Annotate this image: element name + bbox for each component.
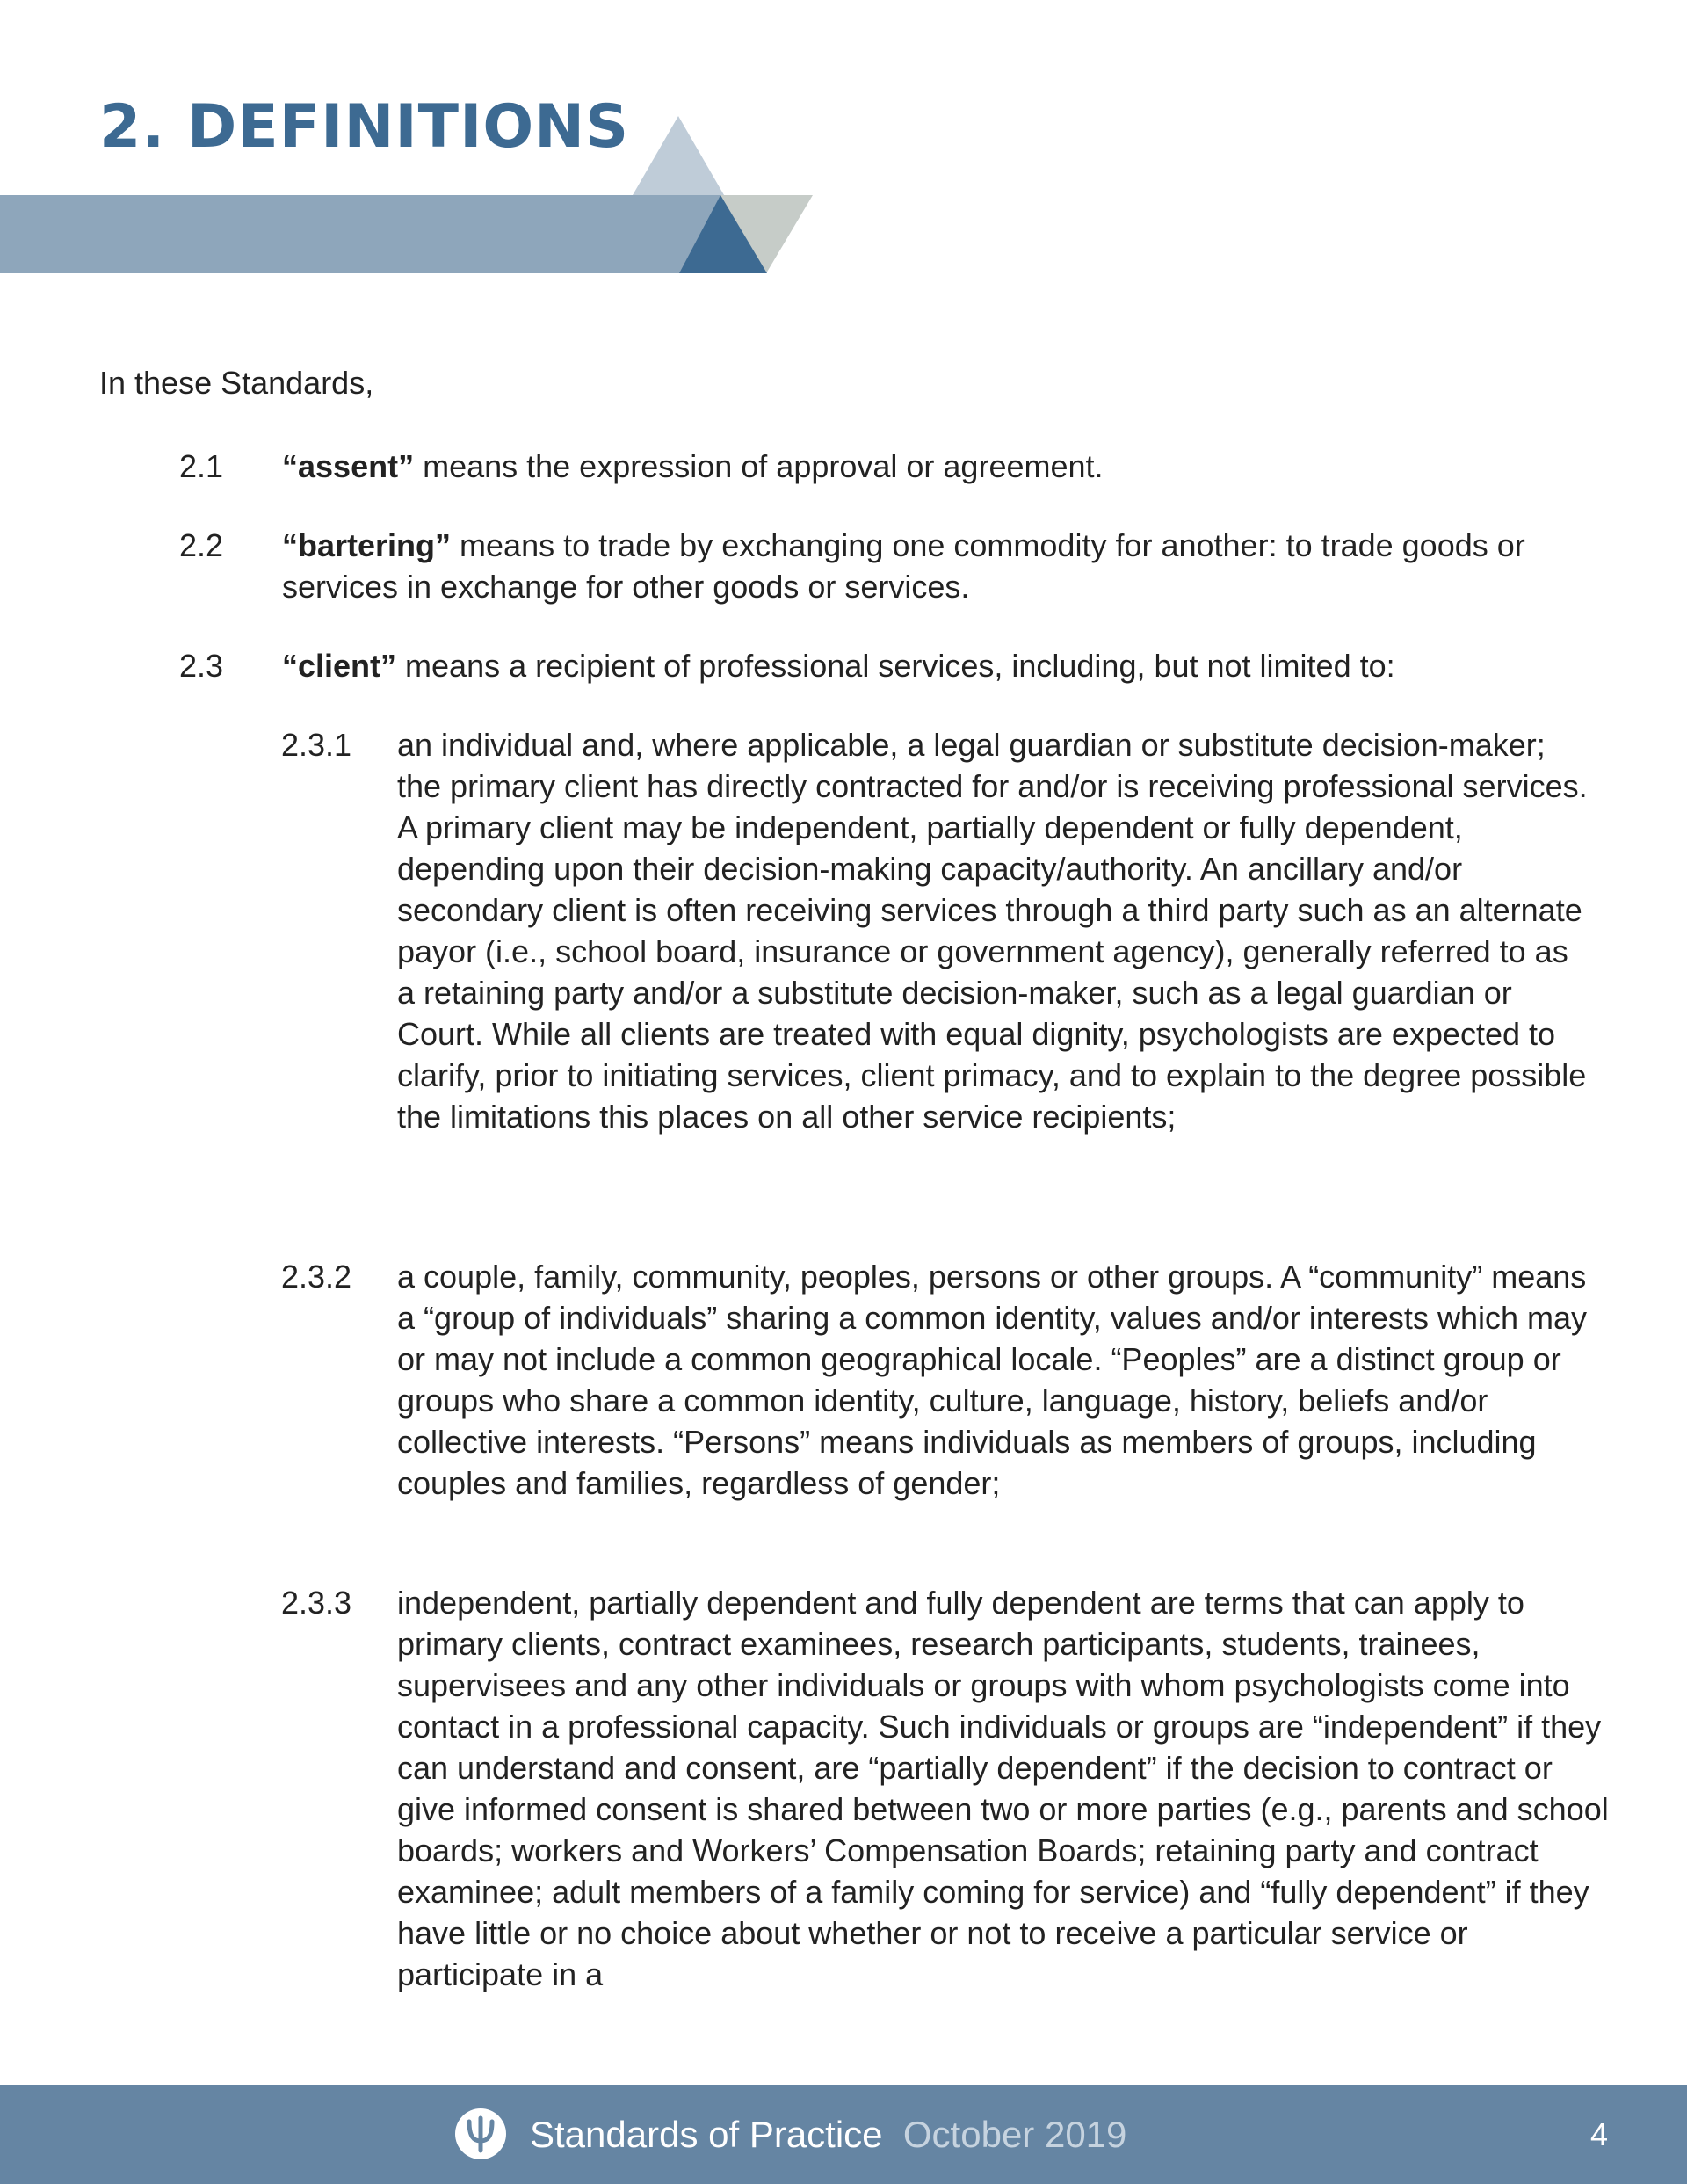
definition-item — [0, 525, 1687, 613]
subdefinition-number: 2.3.3 — [281, 1585, 352, 1621]
definition-term: “assent” — [282, 448, 415, 484]
definition-body — [282, 645, 1653, 686]
subdefinition-number: 2.3.2 — [281, 1259, 352, 1295]
subdefinition-item — [0, 724, 1687, 1220]
definition-body — [282, 446, 1600, 487]
subdefinition-text: a couple, family, community, peoples, persons or other groups. A “community” means a “group of individuals” sharing a common identity, values and/or interests which may or may not include a common geographical locale. “Peoples” are a distinct group or groups who share a common identity, culture, language, history, beliefs and/or collective interests. “Persons” means individuals as members of groups, including couples and families, regardless of gender; — [397, 1259, 1587, 1501]
definition-body — [282, 525, 1530, 607]
definition-term: “client” — [282, 648, 397, 684]
subdefinition-item — [0, 1256, 1687, 1546]
footer-title — [530, 2111, 1126, 2159]
definition-term: “bartering” — [282, 527, 452, 563]
definition-number: 2.1 — [179, 448, 224, 484]
definition-text: means a recipient of professional services, including, but not limited to: — [396, 648, 1395, 684]
subdefinition-text: an individual and, where applicable, a legal guardian or substitute decision-maker; the primary client has directly contracted for and/or is receiving professional services. A primary client may be independent, partially dependent or fully dependent, depending upon their decision-making capacity/authority. An ancillary and/or secondary client is often receiving services through a third party such as an alternate payor (i.e., school board, insurance or government agency), generally referred to as a retaining party and/or a substitute decision-maker, such as a legal guardian or Court. While all clients are treated with equal dignity, psychologists are expected to clarify, prior to initiating services, client primacy, and to explain to the degree possible the limitations this places on all other service recipients; — [397, 727, 1588, 1135]
definition-number: 2.3 — [179, 648, 224, 684]
page-title: 2. DEFINITIONS — [99, 92, 630, 162]
subdefinition-number: 2.3.1 — [281, 727, 352, 763]
definition-text: means the expression of approval or agreement. — [414, 448, 1104, 484]
page-number: 4 — [1590, 2116, 1609, 2152]
footer-date: October 2019 — [902, 2114, 1127, 2155]
footer-document-name: Standards of Practice — [530, 2114, 883, 2155]
psi-logo-icon — [454, 2108, 507, 2160]
footer — [0, 2085, 1687, 2184]
definition-item — [0, 645, 1687, 689]
subdefinition-item — [0, 1582, 1687, 2039]
triangle-light — [633, 116, 724, 195]
definition-item — [0, 446, 1687, 490]
definition-text: means to trade by exchanging one commodity for another: to trade goods or services in exchange for other goods or services. — [282, 527, 1525, 605]
intro-text: In these Standards, — [99, 365, 374, 401]
definition-number: 2.2 — [179, 527, 224, 563]
subdefinition-text: independent, partially dependent and fully dependent are terms that can apply to primary clients, contract examinees, research participants, students, trainees, supervisees and any other individuals or groups with whom psychologists come into contact in a professional capacity. Such individuals or groups are “independent” if they can understand and consent, are “partially dependent” if the decision to contract or give informed consent is shared between two or more parties (e.g., parents and school boards; workers and Workers’ Compensation Boards; retaining party and contract examinee; adult members of a family coming for service) and “fully dependent” if they have little or no choice about whether or not to receive a particular service or participate in a — [397, 1585, 1609, 1992]
